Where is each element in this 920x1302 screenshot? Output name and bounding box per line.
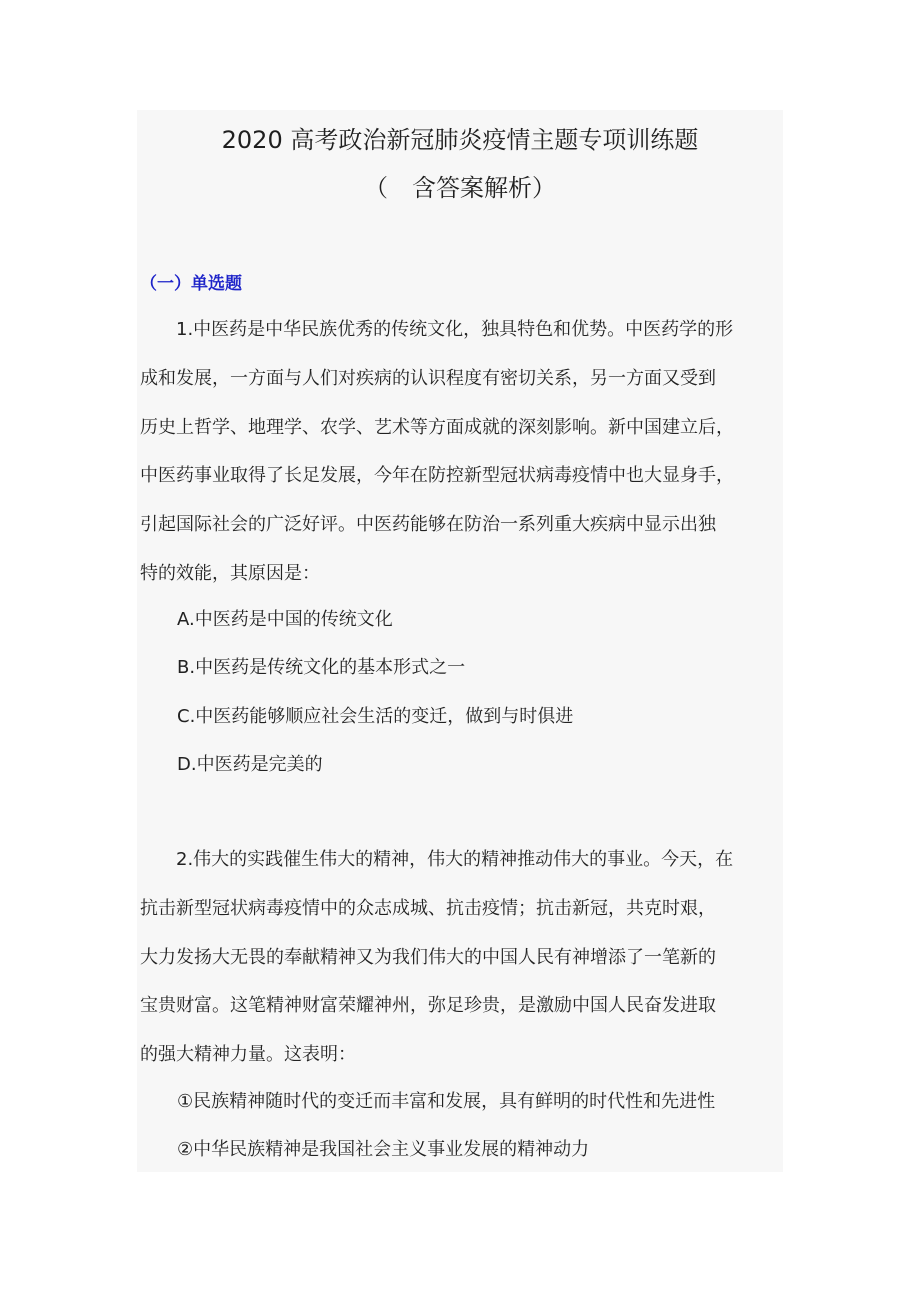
section-heading: （一）单选题: [140, 274, 242, 294]
text-line: 抗击新型冠状病毒疫情中的众志成城、抗击疫情；抗击新冠，共克时艰，: [140, 897, 716, 919]
question-1-option-d: D.中医药是完美的: [177, 754, 323, 775]
text-line: 引起国际社会的广泛好评。中医药能够在防治一系列重大疾病中显示出独: [140, 514, 716, 536]
text-line: 大力发扬大无畏的奉献精神又为我们伟大的中国人民有神增添了一笔新的: [140, 946, 716, 968]
question-2-statement-2: ②中华民族精神是我国社会主义事业发展的精神动力: [177, 1139, 590, 1160]
text-line: 特的效能，其原因是：: [140, 562, 320, 584]
text-line: 1.中医药是中华民族优秀的传统文化，独具特色和优势。中医药学的形: [176, 319, 734, 340]
question-1-option-a: A.中医药是中国的传统文化: [177, 609, 393, 630]
text-line: 中医药事业取得了长足发展，今年在防控新型冠状病毒疫情中也大显身手，: [140, 465, 734, 487]
document-title: 2020 高考政治新冠肺炎疫情主题专项训练题: [221, 126, 699, 154]
text-line: 历史上哲学、地理学、农学、艺术等方面成就的深刻影响。新中国建立后，: [140, 416, 734, 438]
question-2-statement-1: ①民族精神随时代的变迁而丰富和发展，具有鲜明的时代性和先进性: [177, 1091, 716, 1112]
text-line: 的强大精神力量。这表明：: [140, 1044, 356, 1066]
question-1-option-c: C.中医药能够顺应社会生活的变迁，做到与时俱进: [177, 706, 574, 727]
document-subtitle: （ 含答案解析）: [364, 174, 556, 202]
question-1-option-b: B.中医药是传统文化的基本形式之一: [177, 657, 466, 678]
text-line: 宝贵财富。这笔精神财富荣耀神州，弥足珍贵，是激励中国人民奋发进取: [140, 995, 716, 1017]
text-line: 成和发展，一方面与人们对疾病的认识程度有密切关系，另一方面又受到: [140, 367, 716, 389]
text-line: 2.伟大的实践催生伟大的精神，伟大的精神推动伟大的事业。今天，在: [176, 849, 734, 870]
question-2-text: [140, 836, 800, 1080]
question-1-text: [140, 306, 800, 599]
